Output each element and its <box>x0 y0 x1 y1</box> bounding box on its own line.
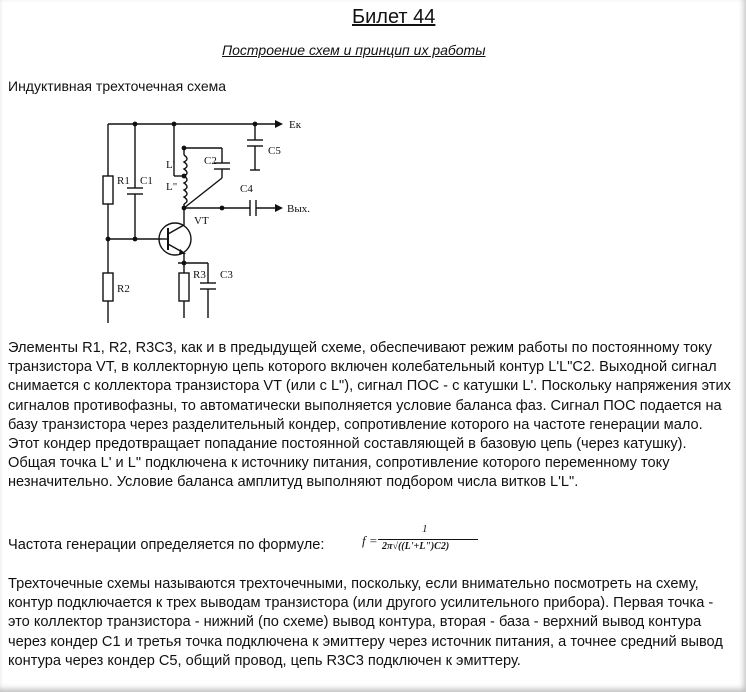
label-r2: R2 <box>117 283 130 295</box>
formula-lhs: f = <box>362 533 378 548</box>
paragraph-three-point: Трехточечные схемы называются трехточечными, поскольку, если внимательно посмотреть на схему, контур подключается к трех выводам транзистора (или другого усилительного прибора). Первая точка - это коллектор транзистора - нижний (по схеме) вывод контура, вторая - база - верхний вывод контура через кондер С1 и третья точка подключена к эмиттеру через источник питания, а точнее средний вывод контура через кондер С5, общий провод, цепь R3C3 подключен к эмиттеру. <box>8 576 723 669</box>
label-c2: C2 <box>204 155 217 167</box>
formula-fraction-bar <box>378 539 478 540</box>
label-l2: L" <box>166 181 178 193</box>
label-r1: R1 <box>117 175 130 187</box>
label-l1: L' <box>166 159 175 171</box>
label-c5: C5 <box>268 145 281 157</box>
label-c1: C1 <box>140 175 153 187</box>
formula-denominator: 2π√((L'+L")C2) <box>382 541 450 552</box>
frequency-formula <box>362 523 482 559</box>
label-ek: Eк <box>289 119 302 131</box>
ticket-title: Билет 44 <box>352 6 436 28</box>
ticket-subtitle: Построение схем и принцип их работы <box>222 42 486 58</box>
label-c4: C4 <box>240 183 253 195</box>
label-out: Вых. <box>287 203 310 215</box>
formula-numerator: 1 <box>422 523 428 535</box>
paragraph-elements: Элементы R1, R2, R3C3, как и в предыдущей схеме, обеспечивают режим работы по постоянному току транзистора VT, в коллекторную цепь которого включен колебательный контур L'L"C2. Выходной сигнал снимается с коллектора транзистора VT (или с L"), сигнал ПОС - с катушки L'. Поскольку напряжения этих сигналов противофазны, то автоматически выполняется условие баланса фаз. Сигнал ПОС подается на базу транзистора через разделительный кондер, сопротивление которого на частоте генерации мало. Этот кондер предотвращает попадание постоянной составляющей в базовую цепь (через катушку). Общая точка L' и L" подключена к источнику питания, сопротивление которого переменному току незначительно. Условие баланса амплитуд выполняют подбором числа витков L'L". <box>8 340 731 491</box>
section-title: Индуктивная трехточечная схема <box>8 78 227 94</box>
label-c3: C3 <box>220 269 233 281</box>
circuit-diagram <box>90 108 330 326</box>
frequency-label: Частота генерации определяется по формуле: <box>8 537 325 553</box>
label-vt: VT <box>194 215 209 227</box>
label-r3: R3 <box>193 269 206 281</box>
